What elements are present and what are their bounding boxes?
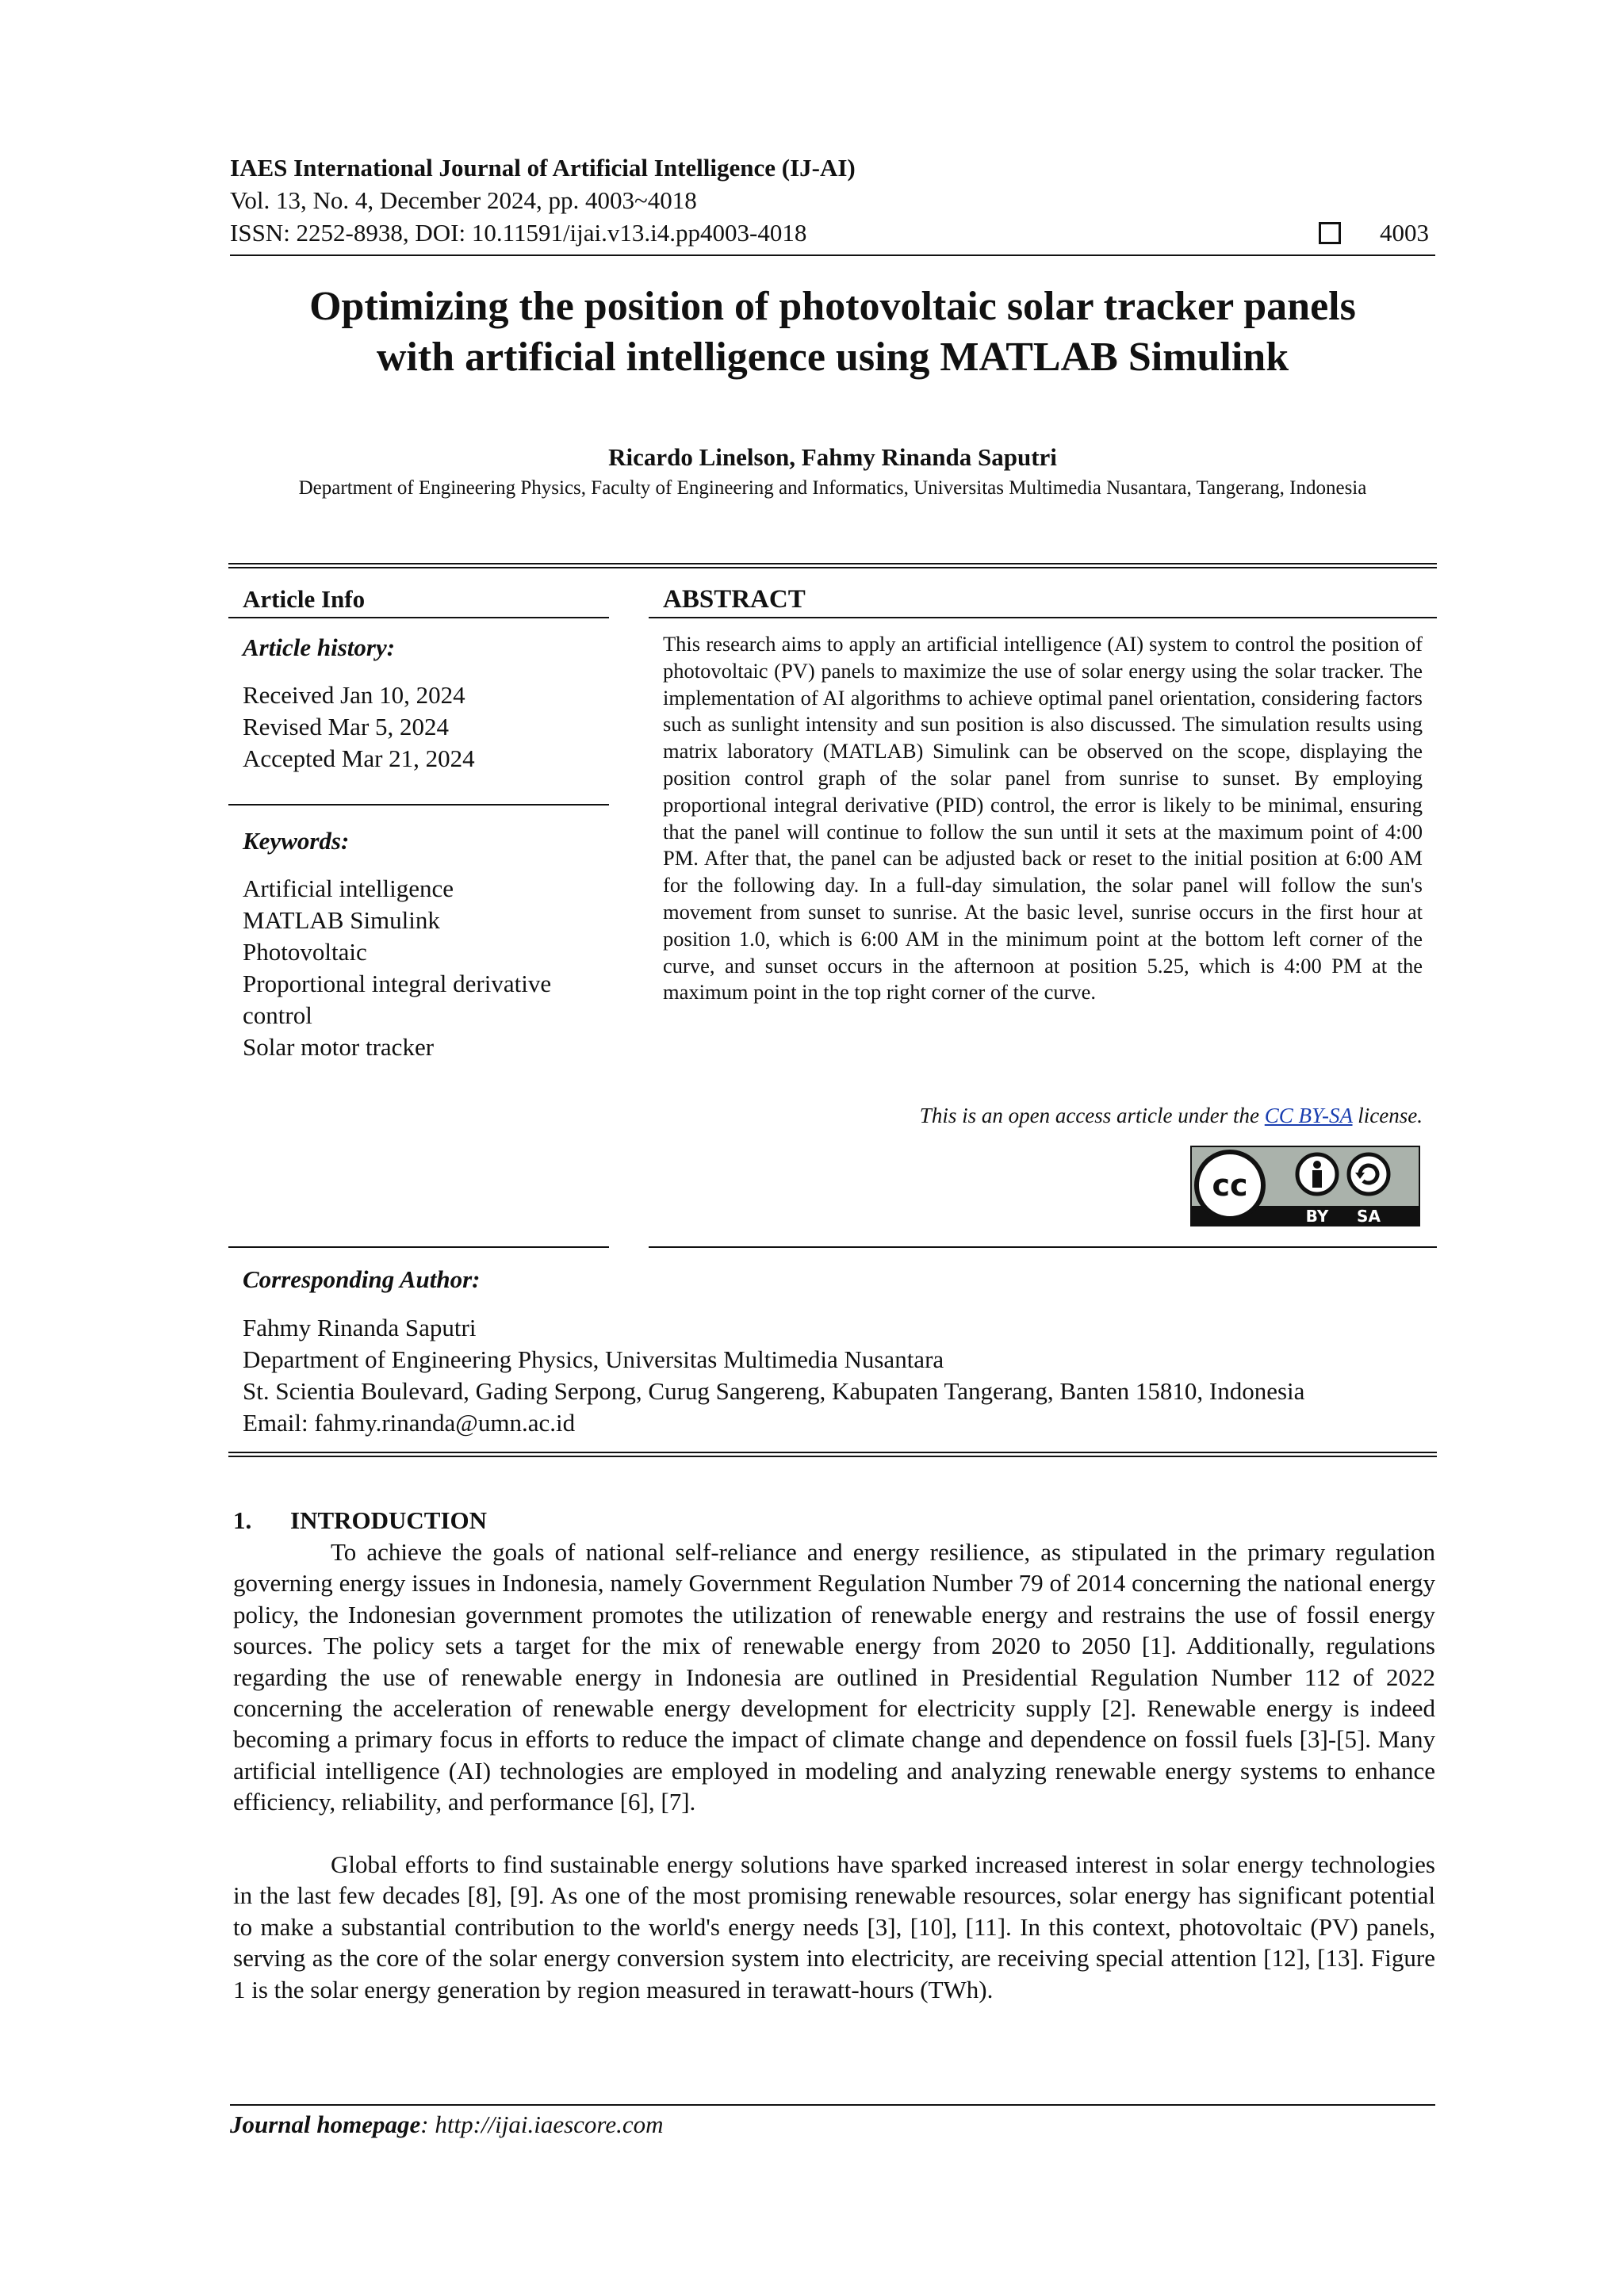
accepted-date: Accepted Mar 21, 2024 [243,744,475,772]
sa-badge-label: SA [1357,1207,1381,1226]
footer [230,2109,663,2141]
title-line-1: Optimizing the position of photovoltaic solar tracker panels [309,284,1356,329]
section-title: INTRODUCTION [290,1506,488,1534]
keyword-item: Artificial intelligence [243,874,454,902]
page-number: 4003 [1380,219,1429,247]
keyword-item: MATLAB Simulink [243,906,440,934]
article-info-rule [228,617,609,618]
keywords-heading: Keywords: [243,827,350,855]
volume-line: Vol. 13, No. 4, December 2024, pp. 4003~4018 [230,186,697,214]
abstract-heading: ABSTRACT [663,585,806,614]
intro-paragraph-2: Global efforts to find sustainable energy solutions have sparked increased interest in solar energy technologies in the last few decades [8], [9]. As one of the most promising renewable resources, solar energy has significant potential to make a substantial contribution to the world's energy needs [3], [10], [11]. In this context, photovoltaic (PV) panels, serving as the core of the solar energy conversion system into electricity, are receiving special attention [12], [13]. Figure 1 is the solar energy generation by region measured in terawatt-hours (TWh). [233,1850,1435,2003]
abstract-bottom-rule [649,1246,1437,1248]
revised-date: Revised Mar 5, 2024 [243,713,450,740]
info-bottom-rule [228,1452,1437,1457]
section-heading [233,1505,487,1536]
issn-doi-line: ISSN: 2252-8938, DOI: 10.11591/ijai.v13.i4.pp4003-4018 [230,219,807,247]
keyword-item: Solar motor tracker [243,1033,435,1061]
keywords-bottom-rule [228,1246,609,1248]
keyword-item: control [243,1001,312,1029]
corresponding-email[interactable]: Email: fahmy.rinanda@umn.ac.id [243,1409,576,1437]
section-number: 1. [233,1506,252,1534]
open-access-note [663,1102,1423,1129]
affiliation: Department of Engineering Physics, Faculty of Engineering and Informatics, Universitas Multimedia Nusantara, Tangerang, Indonesia [298,477,1367,499]
cc-badge-label: cc [1212,1168,1248,1203]
open-access-prefix: This is an open access article under the [919,1104,1265,1127]
authors: Ricardo Linelson, Fahmy Rinanda Saputri [608,443,1057,471]
open-access-suffix: license. [1352,1104,1423,1127]
corresponding-heading: Corresponding Author: [243,1265,481,1293]
article-info-heading: Article Info [243,585,366,613]
by-badge-label: BY [1305,1207,1329,1226]
keyword-item: Photovoltaic [243,938,367,966]
history-rule [228,804,609,806]
corresponding-dept: Department of Engineering Physics, Universitas Multimedia Nusantara [243,1345,944,1373]
footer-label: Journal homepage [230,2110,421,2138]
info-top-rule [228,563,1437,568]
checkbox-square-icon [1319,222,1341,244]
abstract-text: This research aims to apply an artificial intelligence (AI) system to control the position of photovoltaic (PV) panels to maximize the use of solar energy using the solar tracker. The implementation of AI algorithms to achieve optimal panel orientation, considering factors such as sunlight intensity and sun position is also discussed. The simulation results using matrix laboratory (MATLAB) Simulink can be observed on the scope, displaying the position control graph of the solar panel from sunrise to sunset. By employing proportional integral derivative (PID) control, the error is likely to be minimal, ensuring that the panel will continue to follow the sun until it sets at the maximum point of 4:00 PM. After that, the panel can be adjusted back or reset to the initial position at 6:00 AM for the following day. In a full-day simulation, the solar panel will follow the sun's movement from sunset to sunrise. At the basic level, sunrise occurs in the first hour at position 1.0, which is 6:00 AM in the minimum point at the bottom left corner of the curve, and sunset occurs in the afternoon at position 5.25, which is 4:00 PM at the maximum point in the top right corner of the curve. [663,632,1423,1004]
paper-title [198,281,1467,383]
title-line-2: with artificial intelligence using MATLAB Simulink [376,335,1289,380]
footer-url[interactable]: : http://ijai.iaescore.com [420,2110,664,2138]
keyword-item: Proportional integral derivative [243,970,552,997]
cc-by-sa-badge-icon[interactable] [1190,1146,1420,1226]
footer-rule [230,2104,1435,2106]
abstract-rule [649,617,1437,618]
journal-name: IAES International Journal of Artificial Intelligence (IJ-AI) [230,154,856,182]
cc-by-sa-link[interactable]: CC BY-SA [1264,1104,1353,1127]
corresponding-name: Fahmy Rinanda Saputri [243,1314,477,1341]
intro-paragraph-1: To achieve the goals of national self-reliance and energy resilience, as stipulated in the primary regulation governing energy issues in Indonesia, namely Government Regulation Number 79 of 2014 concerning the national energy policy, the Indonesian government promotes the utilization of renewable energy and restrains the use of fossil energy sources. The policy sets a target for the mix of renewable energy from 2020 to 2050 [1]. Additionally, regulations regarding the use of renewable energy in Indonesia are outlined in Presidential Regulation Number 112 of 2022 concerning the acceleration of renewable energy development for electricity supply [2]. Renewable energy is indeed becoming a primary focus in efforts to reduce the impact of climate change and dependence on fossil fuels [3]-[5]. Many artificial intelligence (AI) technologies are employed in modeling and analyzing renewable energy systems to enhance efficiency, reliability, and performance [6], [7]. [233,1538,1435,1816]
corresponding-address: St. Scientia Boulevard, Gading Serpong, Curug Sangereng, Kabupaten Tangerang, Banten 15810, Indonesia [243,1377,1305,1405]
received-date: Received Jan 10, 2024 [243,681,465,709]
article-history-heading: Article history: [243,633,396,661]
header-rule [230,254,1435,256]
